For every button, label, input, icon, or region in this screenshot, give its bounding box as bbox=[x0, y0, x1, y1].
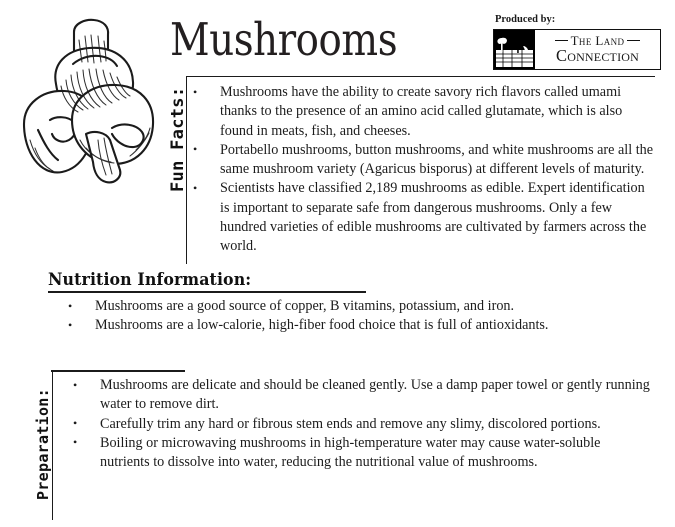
logo-wordmark bbox=[535, 30, 660, 69]
page-title: Mushrooms bbox=[170, 13, 398, 66]
fun-facts-list bbox=[187, 83, 655, 257]
logo-line-two: Connection bbox=[556, 46, 639, 66]
list-item: • Portabello mushrooms, button mushrooms, and white mushrooms are all the same mushroom variety (Agaricus bisporus) at different levels of maturity. bbox=[187, 141, 655, 180]
preparation-list bbox=[53, 376, 652, 472]
list-item: • Mushrooms have the ability to create savory rich flavors called umami thanks to the presence of an amino acid called glutamate, which is also found in meats, fish, and cheeses. bbox=[187, 83, 655, 141]
list-item: • Boiling or microwaving mushrooms in high-temperature water may cause water-soluble nutrients to dissolve into water, reducing the nutritional value of mushrooms. bbox=[53, 434, 652, 473]
logo-rule-right bbox=[627, 40, 640, 41]
document-header bbox=[0, 0, 675, 78]
nutrition-information-heading: Nutrition Information: bbox=[48, 270, 252, 290]
mushrooms-line-art-icon bbox=[16, 12, 166, 212]
nutrition-section bbox=[62, 297, 652, 336]
list-item: • Carefully trim any hard or fibrous stem ends and remove any slimy, discolored portions. bbox=[53, 415, 652, 434]
list-item: • Mushrooms are delicate and should be cleaned gently. Use a damp paper towel or gently running water to remove dirt. bbox=[53, 376, 652, 415]
list-item: • Mushrooms are a good source of copper, B vitamins, potassium, and iron. bbox=[62, 297, 652, 316]
producer-label: Produced by: bbox=[495, 14, 556, 25]
nutrition-list bbox=[62, 297, 652, 336]
producer-block bbox=[493, 13, 661, 70]
list-item: • Mushrooms are a low-calorie, high-fiber food choice that is full of antioxidants. bbox=[62, 316, 652, 335]
logo-line-one-text: The Land bbox=[570, 33, 625, 49]
nutrition-heading-underline bbox=[48, 291, 366, 293]
fun-facts-section bbox=[186, 76, 655, 264]
preparation-section bbox=[52, 370, 652, 520]
logo-rule-left bbox=[555, 40, 568, 41]
preparation-label: Preparation: bbox=[34, 388, 52, 500]
the-land-connection-logo bbox=[493, 29, 661, 70]
list-item: • Scientists have classified 2,189 mushrooms as edible. Expert identification is important to separate safe from dangerous mushrooms. Only a few hundred varieties of edible mushrooms are cultivated by farmers across the world. bbox=[187, 179, 655, 256]
fun-facts-label: Fun Facts: bbox=[168, 86, 188, 192]
tree-and-field-illustration-icon bbox=[494, 30, 535, 69]
